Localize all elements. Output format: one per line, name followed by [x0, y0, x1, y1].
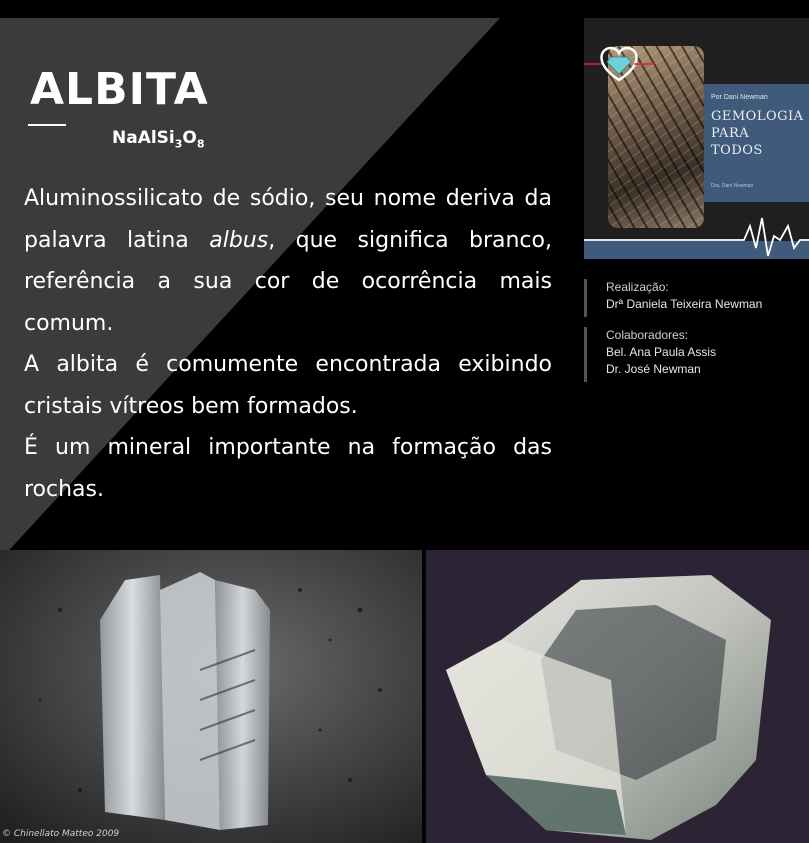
- albite-crystal-photo-right: [426, 550, 809, 843]
- description-text: [24, 178, 552, 510]
- cover-title: GEMOLOGIA PARA TODOS: [711, 109, 804, 158]
- crystal-illustration-right: [426, 550, 809, 843]
- albite-crystal-photo-left: [0, 550, 422, 843]
- chemical-formula: $NaAlSi_3O_8$: [112, 128, 205, 151]
- cover-small-text: Dra. Dani Newman: [711, 183, 754, 189]
- description-paragraph-3: É um mineral importante na formação das rochas.: [24, 435, 552, 502]
- colaborador-1: Bel. Ana Paula Assis: [606, 345, 717, 359]
- crystal-illustration-left: [0, 550, 422, 843]
- description-paragraph-2: A albita é comumente encontrada exibindo cristais vítreos bem formados.: [24, 352, 552, 419]
- description-paragraph-1: Aluminossilicato de sódio, seu nome deriva da palavra latina albus, que significa branco, referência a sua cor de ocorrência mais comum.: [24, 186, 552, 336]
- credit-divider: [584, 327, 587, 382]
- book-cover: [584, 18, 809, 259]
- realizacao-name: Drª Daniela Teixeira Newman: [606, 297, 763, 311]
- realizacao-label: Realização:: [606, 280, 669, 294]
- colaborador-2: Dr. José Newman: [606, 362, 701, 376]
- cover-title-panel: [704, 84, 809, 202]
- credit-realizacao: [584, 279, 809, 313]
- colaboradores-label: Colaboradores:: [606, 328, 689, 342]
- cover-author: Por Dani Newman: [711, 94, 768, 101]
- heartbeat-wave-icon: [584, 196, 809, 259]
- latin-word: albus: [209, 227, 269, 253]
- credit-divider: [584, 279, 587, 317]
- credit-colaboradores: [584, 327, 809, 378]
- credits-block: [584, 279, 809, 392]
- mineral-name: ALBITA: [30, 64, 209, 115]
- title-underline: [28, 124, 66, 126]
- photo-credit: © Chinellato Matteo 2009: [2, 829, 120, 839]
- diamond-heart-icon: [584, 42, 654, 84]
